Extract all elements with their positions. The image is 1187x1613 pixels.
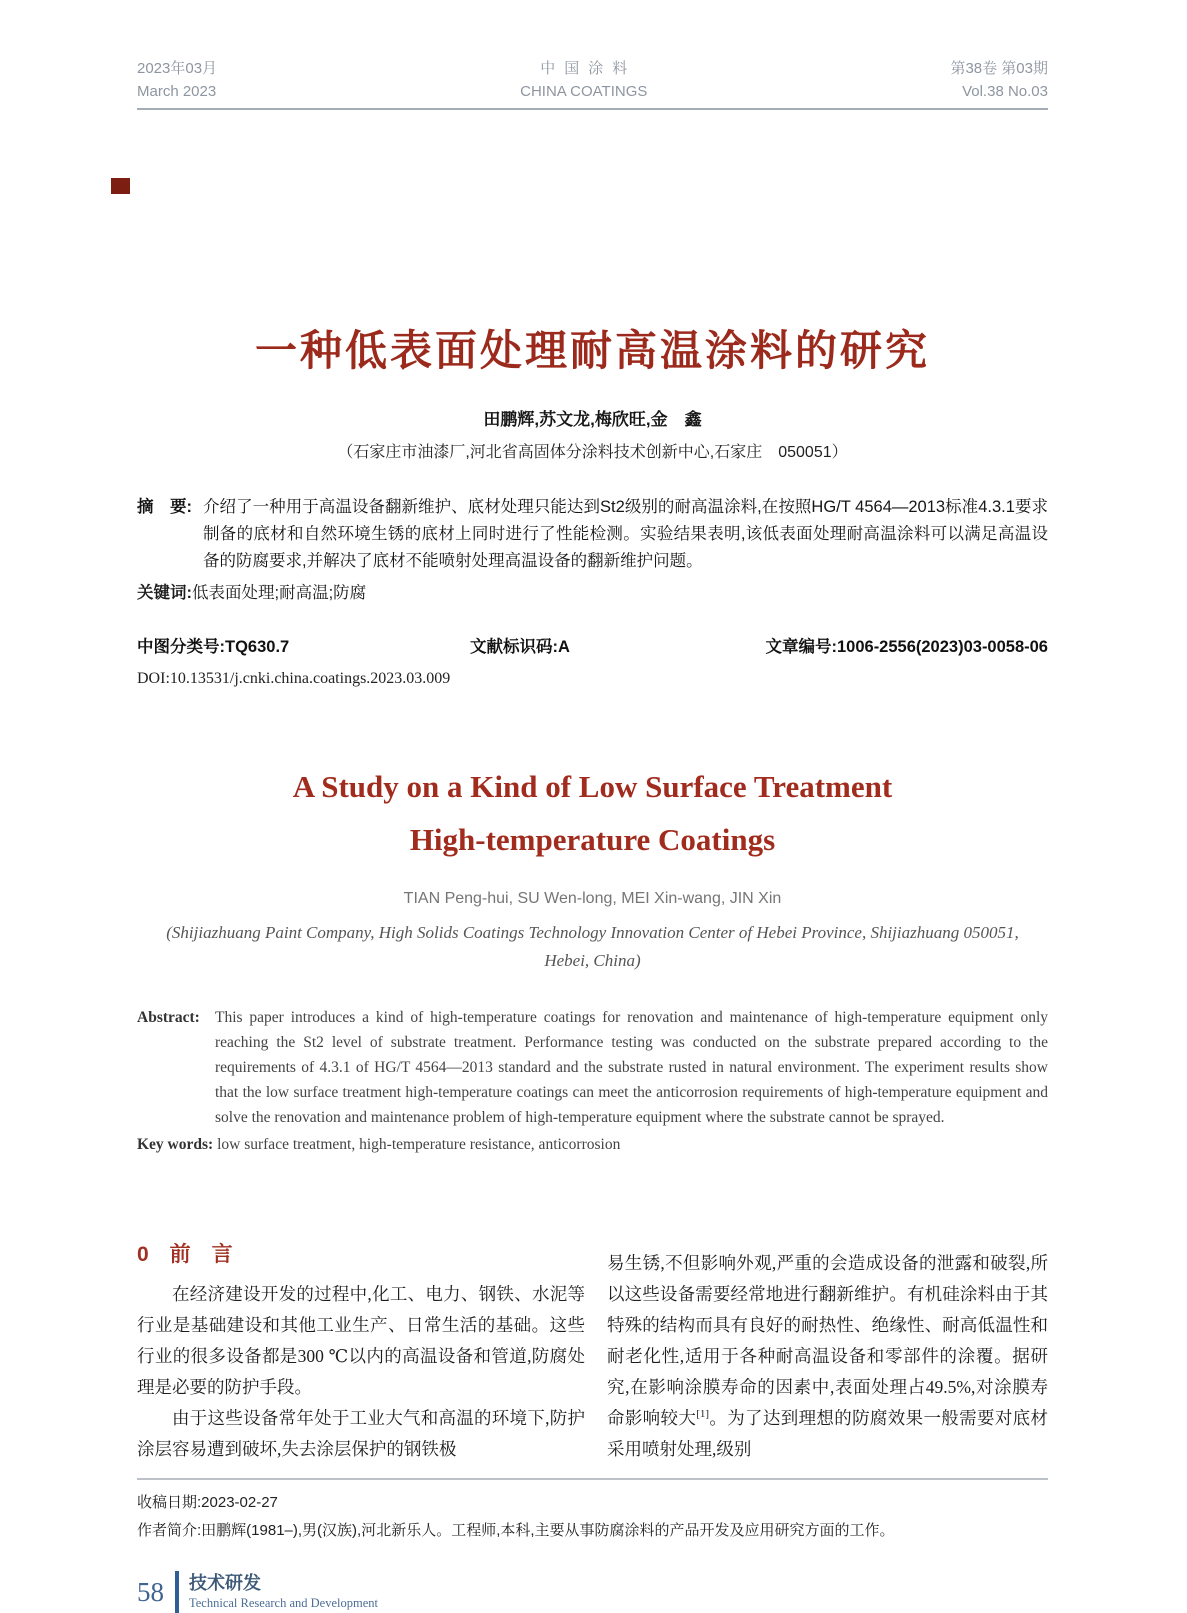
- article-title-en-line2: High-temperature Coatings: [409, 822, 776, 857]
- document-code: [470, 633, 755, 657]
- article-title-en-line1: A Study on a Kind of Low Surface Treatment: [292, 769, 893, 804]
- paragraph-text: 。为了达到理想的防腐效果一般需要对底材采用喷射处理,级别: [607, 1408, 1048, 1459]
- keywords-en: [137, 1136, 1048, 1154]
- left-column: [137, 1240, 585, 1465]
- abstract-text-zh: 介绍了一种用于高温设备翻新维护、底材处理只能达到St2级别的耐高温涂料,在按照HG/T 4564—2013标准4.3.1要求制备的底材和自然环境生锈的底材上同时进行了性能检测。实验结果表明,该低表面处理耐高温涂料可以满足高温设备的防腐要求,并解决了底材不能喷射处理高温设备的翻新维护问题。: [203, 498, 1048, 570]
- page-footer: [137, 1571, 1048, 1613]
- footer-column-en: Technical Research and Development: [189, 1596, 378, 1610]
- footer-divider-bar: [175, 1571, 179, 1613]
- received-date: 收稿日期:2023-02-27: [137, 1494, 278, 1511]
- footer-column-block: [189, 1572, 378, 1612]
- keywords-label-zh: 关键词:: [137, 584, 192, 602]
- body-columns: [137, 1240, 1048, 1465]
- header-date-en: March 2023: [137, 83, 217, 100]
- abstract-label-zh: 摘 要:: [137, 498, 192, 516]
- header-journal-block: [520, 57, 647, 103]
- keywords-label-en: Key words:: [137, 1136, 214, 1153]
- authors-zh: 田鹏辉,苏文龙,梅欣旺,金 鑫: [483, 410, 702, 429]
- article-title-en: [137, 760, 1048, 866]
- document-code-value: A: [558, 638, 570, 656]
- clc-number: [137, 633, 470, 657]
- header-date-zh: 2023年03月: [137, 60, 218, 77]
- doi: DOI:10.13531/j.cnki.china.coatings.2023.03.009: [137, 670, 451, 687]
- clc-value: TQ630.7: [225, 638, 290, 656]
- affiliation-zh: （石家庄市油漆厂,河北省高固体分涂料技术创新中心,石家庄 050051）: [337, 444, 848, 461]
- article-id-label: 文章编号:: [765, 638, 837, 656]
- header-journal-name-zh: 中国涂料: [540, 60, 637, 77]
- header-issue-zh: 第38卷 第03期: [950, 60, 1048, 77]
- article-id-value: 1006-2556(2023)03-0058-06: [836, 638, 1048, 656]
- header-journal-name-en: CHINA COATINGS: [520, 83, 648, 100]
- classification-row: [137, 633, 1048, 657]
- article-id: [755, 633, 1048, 657]
- page-content: [137, 0, 1048, 1613]
- page-header: [137, 0, 1048, 103]
- header-issue-en: Vol.38 No.03: [962, 83, 1048, 100]
- authors-en: TIAN Peng-hui, SU Wen-long, MEI Xin-wang, JIN Xin: [403, 890, 782, 907]
- header-date-block: [137, 57, 217, 103]
- header-divider: [137, 108, 1048, 110]
- footer-column-zh: 技术研发: [189, 1573, 261, 1593]
- clc-label: 中图分类号:: [137, 638, 225, 656]
- print-mark: [111, 178, 130, 194]
- paragraph: [607, 1248, 1048, 1465]
- citation-ref: [1]: [696, 1408, 710, 1421]
- section-heading: 0 前 言: [137, 1243, 233, 1266]
- footnote-divider: [137, 1478, 1048, 1480]
- header-issue-block: [950, 57, 1048, 103]
- paragraph: 在经济建设开发的过程中,化工、电力、钢铁、水泥等行业是基础建设和其他工业生产、日常生活的基础。这些行业的很多设备都是300 ℃以内的高温设备和管道,防腐处理是必要的防护手段。: [137, 1284, 585, 1397]
- keywords-zh: [137, 580, 1048, 607]
- abstract-zh: [137, 494, 1048, 575]
- affiliation-en: (Shijiazhuang Paint Company, High Solids Coatings Technology Innovation Center of Hebei Province, Shijiazhuang 050051, Hebei, China): [166, 923, 1019, 970]
- abstract-text-en: This paper introduces a kind of high-temperature coatings for renovation and maintenance of high-temperature equipment only reaching the St2 level of substrate treatment. Performance testing was conducted on the substrate prepared according to the requirements of 4.3.1 of HG/T 4564—2013 standard and the substrate rusted in natural environment. The experiment results show that the low surface treatment high-temperature coatings can meet the anticorrosion requirements of high-temperature equipment and solve the renovation and maintenance problem of high-temperature equipment where the substrate cannot be sprayed.: [215, 1009, 1048, 1126]
- page-number: 58: [137, 1576, 164, 1607]
- author-bio: 作者简介:田鹏辉(1981–),男(汉族),河北新乐人。工程师,本科,主要从事防腐涂料的产品开发及应用研究方面的工作。: [137, 1522, 895, 1539]
- keywords-text-zh: 低表面处理;耐高温;防腐: [192, 584, 367, 602]
- abstract-label-en: Abstract:: [137, 1009, 200, 1026]
- abstract-en: [137, 1005, 1048, 1130]
- article-title-zh: 一种低表面处理耐高温涂料的研究: [254, 327, 930, 374]
- keywords-text-en: low surface treatment, high-temperature resistance, anticorrosion: [217, 1136, 621, 1153]
- document-code-label: 文献标识码:: [470, 638, 558, 656]
- paragraph-text: 易生锈,不但影响外观,严重的会造成设备的泄露和破裂,所以这些设备需要经常地进行翻新维护。有机硅涂料由于其特殊的结构而具有良好的耐热性、绝缘性、耐高低温性和耐老化性,适用于各种耐高温设备和零部件的涂覆。据研究,在影响涂膜寿命的因素中,表面处理占49.5%,对涂膜寿命影响较大: [607, 1253, 1048, 1428]
- paragraph: 由于这些设备常年处于工业大气和高温的环境下,防护涂层容易遭到破坏,失去涂层保护的钢铁极: [137, 1408, 585, 1459]
- right-column: [607, 1240, 1048, 1465]
